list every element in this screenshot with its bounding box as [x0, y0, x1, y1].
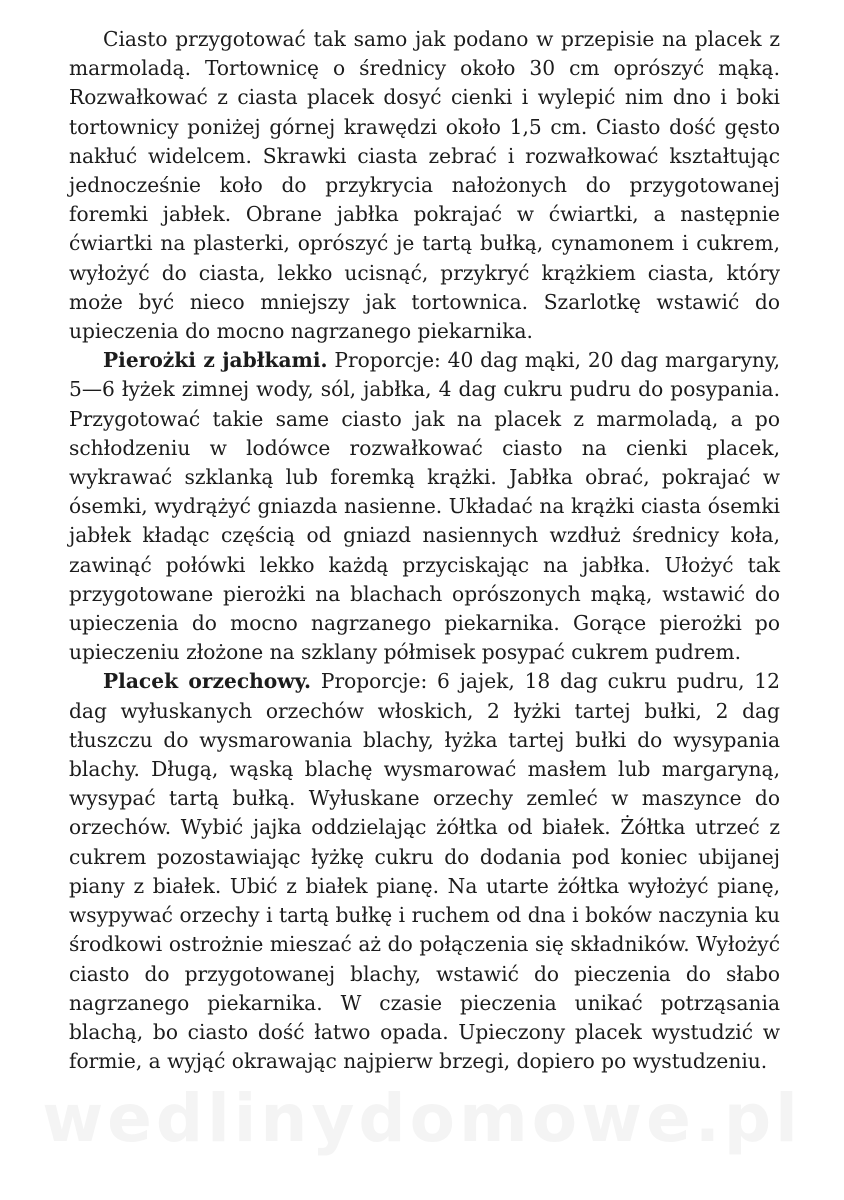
paragraph-szarlotka: [69, 25, 780, 346]
paragraph-text: Ciasto przygotować tak samo jak podano w przepisie na placek z marmoladą. Tortownicę o średnicy około 30 cm oprószyć mąką. Rozwałkować z ciasta placek dosyć cienki i wylepić nim dno i boki tortownicy poniżej górnej krawędzi około 1,5 cm. Ciasto dość gęsto nakłuć widelcem. Skrawki ciasta zebrać i rozwałkować kształtując jednocześnie koło do przykrycia nałożonych do przygotowanej foremki jabłek. Obrane jabłka pokrajać w ćwiartki, a następnie ćwiartki na plasterki, oprószyć je tartą bułką, cynamonem i cukrem, wyłożyć do ciasta, lekko ucisnąć, przykryć krążkiem ciasta, który może być nieco mniejszy jak tortownica. Szarlotkę wstawić do upieczenia do mocno nagrzanego piekarnika.: [69, 27, 780, 344]
paragraph-heading: Placek orzechowy.: [103, 669, 312, 694]
document-page: [69, 25, 780, 1076]
paragraph-pierozki-z-jablkami: [69, 346, 780, 667]
paragraph-text: Proporcje: 6 jajek, 18 dag cukru pudru, 12 dag wyłuskanych orzechów włoskich, 2 łyżki tartej bułki, 2 dag tłuszczu do wysmarowania blachy, łyżka tartej bułki do wysypania blachy. Długą, wąską blachę wysmarować masłem lub margaryną, wysypać tartą bułką. Wyłuskane orzechy zemleć w maszynce do orzechów. Wybić jajka oddzielając żółtka od białek. Żółtka utrzeć z cukrem pozostawiając łyżkę cukru do dodania pod koniec ubijanej piany z białek. Ubić z białek pianę. Na utarte żółtka wyłożyć pianę, wsypywać orzechy i tartą bułkę i ruchem od dna i boków naczynia ku środkowi ostrożnie mieszać aż do połączenia się składników. Wyłożyć ciasto do przygotowanej blachy, wstawić do pieczenia do słabo nagrzanego piekarnika. W czasie pieczenia unikać potrząsania blachą, bo ciasto dość łatwo opada. Upieczony placek wystudzić w formie, a wyjąć okrawając najpierw brzegi, dopiero po wystudzeniu.: [69, 669, 780, 1074]
watermark: wedlinydomowe.pl: [42, 1080, 802, 1157]
paragraph-heading: Pierożki z jabłkami.: [103, 348, 328, 373]
paragraph-placek-orzechowy: [69, 667, 780, 1076]
paragraph-text: Proporcje: 40 dag mąki, 20 dag margaryny, 5—6 łyżek zimnej wody, sól, jabłka, 4 dag cukru pudru do posypania. Przygotować takie same ciasto jak na placek z marmoladą, a po schłodzeniu w lodówce rozwałkować ciasto na cienki placek, wykrawać szklanką lub foremką krążki. Jabłka obrać, pokrajać w ósemki, wydrążyć gniazda nasienne. Układać na krążki ciasta ósemki jabłek kładąc częścią od gniazd nasiennych wzdłuż średnicy koła, zawinąć połówki lekko każdą przyciskając na jabłka. Ułożyć tak przygotowane pierożki na blachach oprószonych mąką, wstawić do upieczenia do mocno nagrzanego piekarnika. Gorące pierożki po upieczeniu złożone na szklany półmisek posypać cukrem pudrem.: [69, 348, 780, 665]
